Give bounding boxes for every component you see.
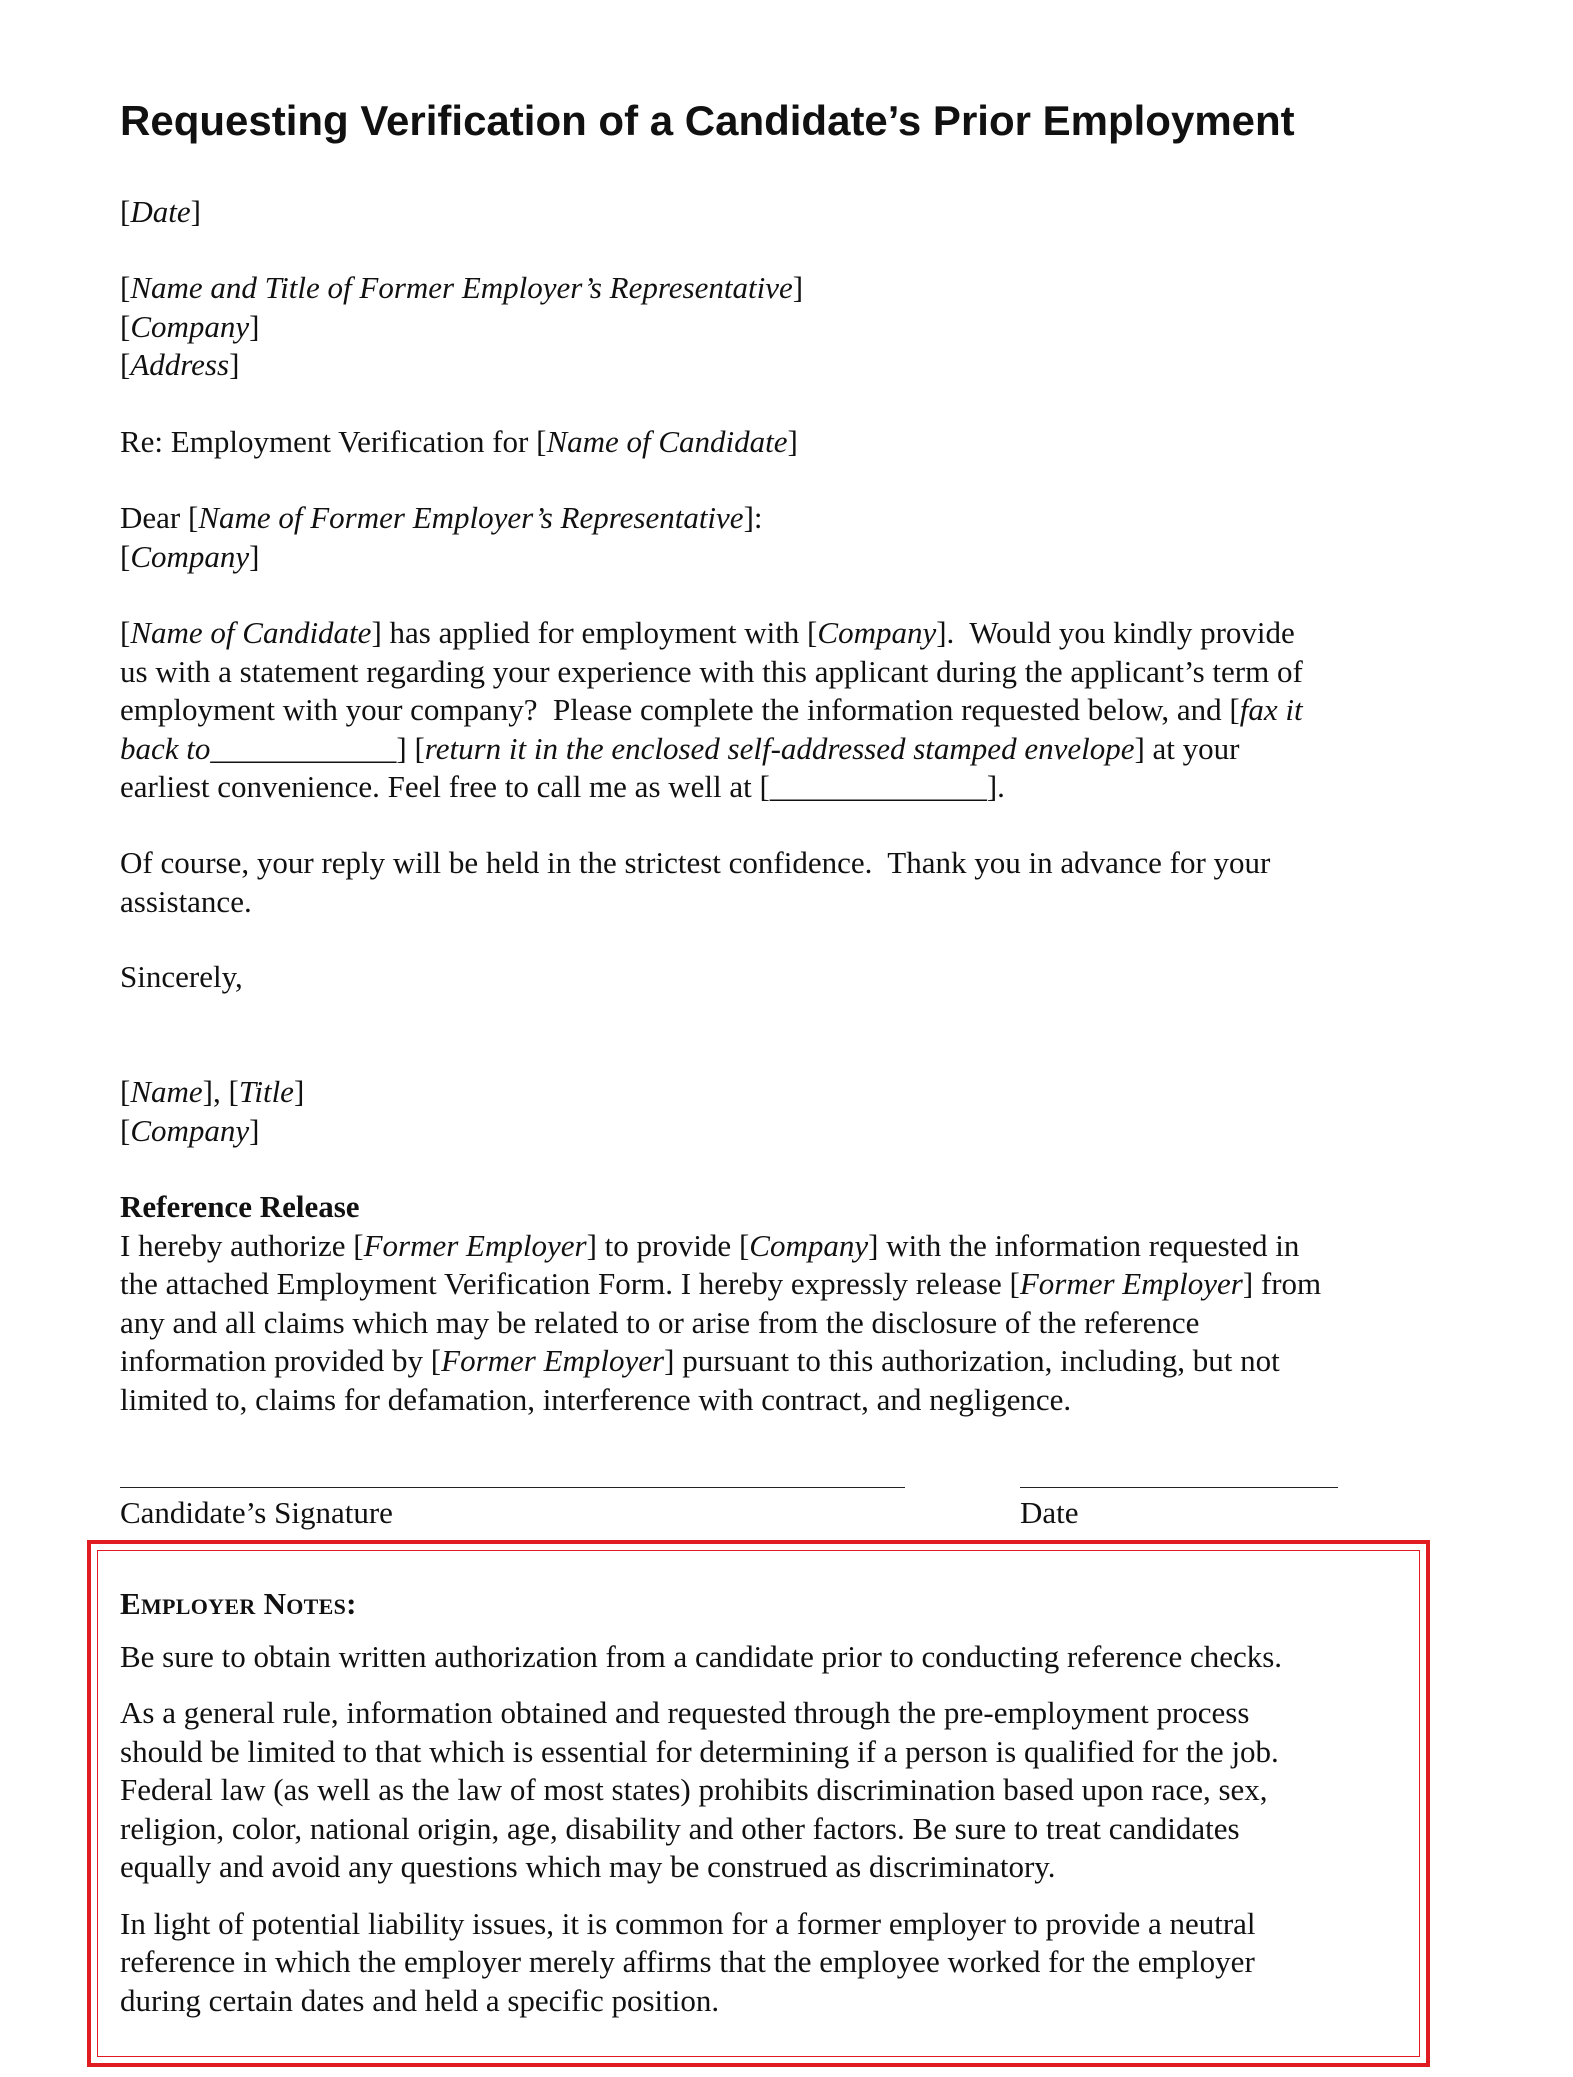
- page-title: Requesting Verification of a Candidate’s Prior Employment: [120, 97, 1295, 144]
- date-placeholder: Date: [130, 194, 191, 229]
- release-l1-b: ] to provide [: [586, 1227, 750, 1263]
- release-former-employer-1: Former Employer: [363, 1227, 587, 1263]
- date-signature-line[interactable]: [1020, 1487, 1338, 1488]
- notes-p2-line-2: should be limited to that which is essential for determining if a person is qualified for the job.: [120, 1733, 1279, 1769]
- employer-notes-heading: Employer Notes:: [120, 1586, 357, 1621]
- signer-title: Title: [238, 1074, 294, 1109]
- date-line: [Date]: [120, 194, 201, 229]
- release-l4-a: information provided by [: [120, 1343, 442, 1378]
- notes-p3-line-2: reference in which the employer merely affirms that the employee worked for the employer: [120, 1944, 1255, 1979]
- notes-paragraph-2: [120, 1694, 1440, 1887]
- notes-p3-line-1: In light of potential liability issues, it is common for a former employer to provide a neutral: [120, 1905, 1256, 1941]
- salutation-name: Name of Former Employer’s Representative: [198, 500, 744, 535]
- body1-l4-end: ] at your: [1134, 730, 1240, 766]
- reference-release: [120, 1188, 1440, 1419]
- body1-l4-mid: ] [: [396, 730, 425, 766]
- candidate-signature-label: Candidate’s Signature: [120, 1495, 393, 1530]
- body1-l1-end: ]. Would you kindly provide: [936, 615, 1295, 650]
- re-candidate: Name of Candidate: [546, 424, 788, 459]
- release-former-employer-2: Former Employer: [1019, 1266, 1243, 1301]
- body1-company: Company: [817, 615, 937, 650]
- phone-number-blank: ______________: [769, 769, 987, 804]
- fax-number-blank: ____________: [210, 730, 397, 766]
- body1-l1-mid: ] has applied for employment with [: [371, 615, 818, 650]
- salutation: Dear [Name of Former Employer’s Representative]: [Company]: [120, 500, 763, 574]
- release-l2-a: the attached Employment Verification Form. I hereby expressly release [: [120, 1266, 1020, 1301]
- signer-company: Company: [130, 1112, 250, 1148]
- body1-candidate: Name of Candidate: [130, 615, 372, 650]
- recipient-block: [Name and Title of Former Employer’s Representative] [Company] [Address]: [120, 270, 804, 382]
- candidate-signature-line[interactable]: [120, 1487, 905, 1488]
- salutation-suffix: ]:: [743, 500, 763, 535]
- signer-block: [Name], [Title] [Company]: [120, 1074, 305, 1148]
- salutation-prefix: Dear [: [120, 500, 199, 535]
- release-company: Company: [749, 1227, 869, 1263]
- body1-return: return it in the enclosed self-addressed stamped envelope: [424, 730, 1135, 766]
- release-l2-b: ] from: [1242, 1266, 1322, 1301]
- recipient-company: Company: [130, 308, 250, 344]
- release-l1-c: ] with the information requested in: [868, 1227, 1300, 1263]
- body-paragraph-2: [120, 844, 1440, 921]
- body2-line-2: assistance.: [120, 883, 252, 919]
- body1-back-to: back to: [120, 730, 211, 766]
- body2-line-1: Of course, your reply will be held in the strictest confidence. Thank you in advance for your: [120, 845, 1271, 880]
- notes-paragraph-3: [120, 1905, 1440, 2021]
- employer-notes-content: [120, 1585, 1440, 2020]
- recipient-address: Address: [130, 347, 230, 382]
- body-paragraph-1: [Name of Candidate] has applied for employment with [Company]. Would you kindly provide us with a statement regarding your experience with this applicant during the applicant’s term of employment with your company? Please complete the information requested below, and [fax it back to____________] [return it in the enclosed self-addressed stamped envelope] at your earliest convenience. Feel free to call me as well at [______________].: [120, 614, 1440, 807]
- notes-p3-line-3: during certain dates and held a specific position.: [120, 1982, 720, 2018]
- release-l4-b: ] pursuant to this authorization, including, but not: [664, 1343, 1280, 1378]
- release-former-employer-3: Former Employer: [441, 1343, 665, 1378]
- re-prefix: Re: Employment Verification for [: [120, 424, 547, 459]
- release-line-3: any and all claims which may be related to or arise from the disclosure of the reference: [120, 1304, 1200, 1340]
- notes-p2-line-1: As a general rule, information obtained and requested through the pre-employment process: [120, 1695, 1250, 1730]
- notes-p2-line-3: Federal law (as well as the law of most states) prohibits discrimination based upon race, sex,: [120, 1772, 1268, 1807]
- notes-paragraph-1: Be sure to obtain written authorization from a candidate prior to conducting reference checks.: [120, 1638, 1283, 1674]
- recipient-name-title: Name and Title of Former Employer’s Representative: [130, 270, 793, 305]
- notes-p2-line-4: religion, color, national origin, age, disability and other factors. Be sure to treat candidates: [120, 1810, 1240, 1846]
- date-signature-label: Date: [1020, 1495, 1079, 1530]
- body1-l3-text: employment with your company? Please complete the information requested below, and [: [120, 692, 1240, 727]
- body1-line-2: us with a statement regarding your experience with this applicant during the applicant’s term of: [120, 653, 1303, 689]
- body1-fax: fax it: [1239, 692, 1303, 727]
- closing: [120, 958, 1440, 997]
- release-heading: Reference Release: [120, 1189, 360, 1224]
- signer-name: Name: [130, 1074, 203, 1109]
- closing-text: Sincerely,: [120, 959, 243, 994]
- body1-l5-text: earliest convenience. Feel free to call me as well at [: [120, 769, 770, 804]
- salutation-company: Company: [130, 538, 250, 574]
- re-suffix: ]: [787, 424, 798, 459]
- body1-l5-end: ].: [986, 769, 1005, 804]
- release-l1-a: I hereby authorize [: [120, 1227, 364, 1263]
- release-line-5: limited to, claims for defamation, interference with contract, and negligence.: [120, 1381, 1072, 1417]
- re-line: [120, 423, 1440, 462]
- notes-p2-line-5: equally and avoid any questions which may be construed as discriminatory.: [120, 1849, 1056, 1884]
